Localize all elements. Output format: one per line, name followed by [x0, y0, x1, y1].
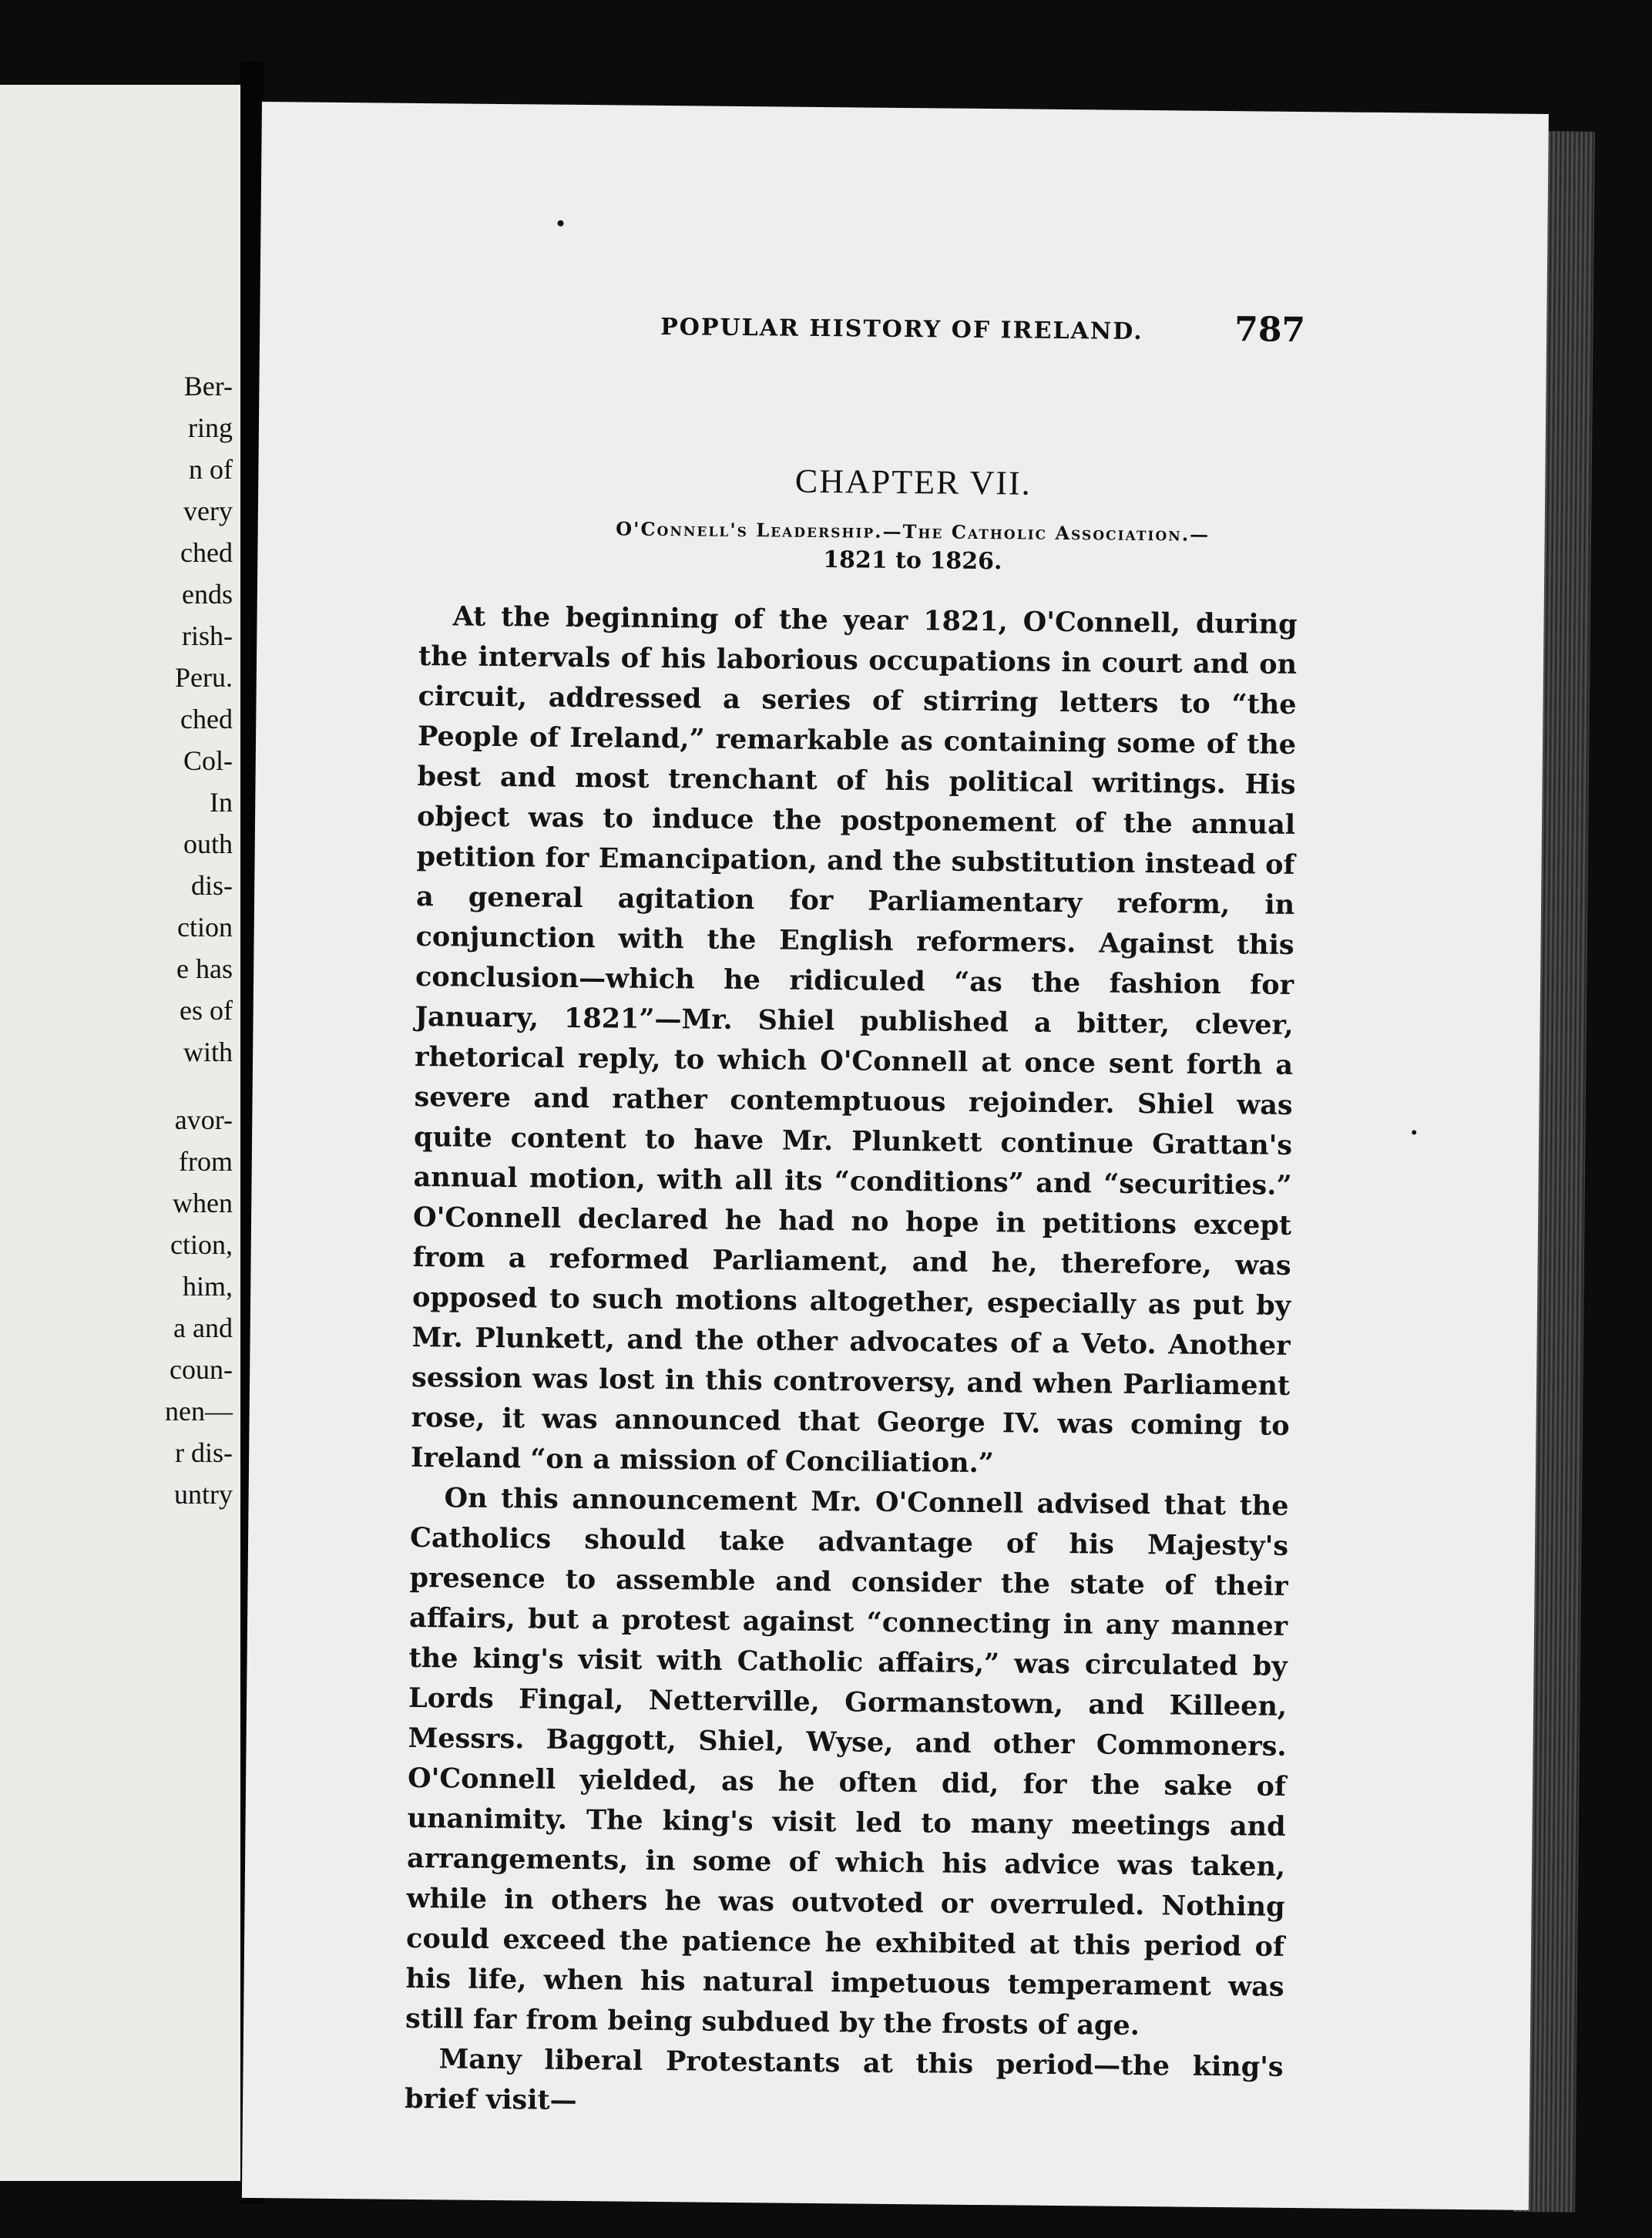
left-page-line-fragment: ends: [182, 579, 233, 610]
left-page-line-fragment: him,: [182, 1271, 233, 1302]
paragraph-3: Many liberal Protestants at this period—the king's brief visit—: [404, 2043, 1284, 2117]
left-page-line-fragment: ched: [180, 537, 233, 568]
left-page-line-fragment: dis-: [191, 870, 233, 901]
left-page-line-fragment: Col-: [183, 745, 233, 776]
left-page-line-fragment: ring: [188, 412, 233, 443]
chapter-dates: 1821 to 1826.: [823, 546, 1002, 576]
left-page-line-fragment: from: [179, 1146, 233, 1177]
left-page-line-fragment: nen—: [165, 1396, 233, 1426]
left-page-line-fragment: avor-: [174, 1104, 233, 1135]
paragraph-1: At the beginning of the year 1821, O'Connell, during the intervals of his laborious occupations in court and on circuit, addressed a series of stirring letters to “the People of Ireland,” remarkable as containing some of the best and most trenchant of his political writings. His object was to induce the postponement of the annual petition for Emancipation, and the substitution instead of a general agitation for Parliamentary reform, in conjunction with the English reformers. Against this conclusion—which he ridiculed “as the fashion for January, 1821”—Mr. Shiel published a bitter, clever, rhetorical reply, to which O'Connell at once sent forth a severe and rather contemptuous rejoinder. Shiel was quite content to have Mr. Plunkett continue Grattan's annual motion, with all its “conditions” and “securities.” O'Connell declared he had no hope in petitions except from a reformed Parliament, and he, therefore, was opposed to such motions altogether, especially as put by Mr. Plunkett, and the other advocates of a Veto. Another session was lost in this controversy, and when Parliament rose, it was announced that George IV. was coming to Ireland “on a mission of Conciliation.”: [410, 600, 1298, 1480]
left-page-line-fragment: coun-: [170, 1354, 233, 1385]
ink-speck: [1412, 1130, 1416, 1134]
left-page-line-fragment: ction,: [170, 1229, 233, 1260]
left-page-line-fragment: untry: [174, 1479, 233, 1510]
body-text: [405, 596, 1298, 2128]
left-page-line-fragment: with: [183, 1037, 233, 1067]
running-head: POPULAR HISTORY OF IRELAND.: [660, 313, 1143, 345]
left-page-line-fragment: ched: [180, 704, 233, 734]
left-page-line-fragment: n of: [189, 454, 233, 485]
paragraph-2: On this announcement Mr. O'Connell advised that the Catholics should take advantage of his Majesty's presence to assemble and consider the state of their affairs, but a protest against “connecting in any manner the king's visit with Catholic affairs,” was circulated by Lords Fingal, Netterville, Gormanstown, and Killeen, Messrs. Baggott, Shiel, Wyse, and other Commoners. O'Connell yielded, as he often did, for the sake of unanimity. The king's visit led to many meetings and arrangements, in some of which his advice was taken, while in others he was outvoted or overruled. Nothing could exceed the patience he exhibited at this period of his life, when his natural impetuous temperament was still far from being subdued by the frosts of age.: [405, 1482, 1289, 2042]
left-page-line-fragment: ction: [177, 912, 233, 943]
left-page-line-fragment: e has: [176, 953, 233, 984]
left-page-line-fragment: In: [210, 787, 233, 818]
left-page-line-fragment: r dis-: [175, 1437, 233, 1468]
page-number: 787: [1234, 310, 1306, 351]
left-page-fragment: [0, 85, 240, 2181]
left-page-line-fragment: Ber-: [183, 371, 233, 402]
left-page-line-fragment: outh: [183, 828, 233, 859]
left-page-line-fragment: when: [173, 1188, 233, 1218]
chapter-subtitle: O'Connell's Leadership.—The Catholic Association.—: [616, 517, 1210, 546]
left-page-line-fragment: a and: [173, 1312, 233, 1343]
chapter-title: CHAPTER VII.: [794, 462, 1032, 502]
left-page-line-fragment: rish-: [182, 620, 233, 651]
left-page-line-fragment: very: [183, 496, 233, 526]
ink-speck: [557, 220, 563, 227]
left-page-line-fragment: es of: [180, 995, 233, 1026]
book-page: [242, 102, 1549, 2210]
left-page-line-fragment: Peru.: [175, 662, 233, 693]
